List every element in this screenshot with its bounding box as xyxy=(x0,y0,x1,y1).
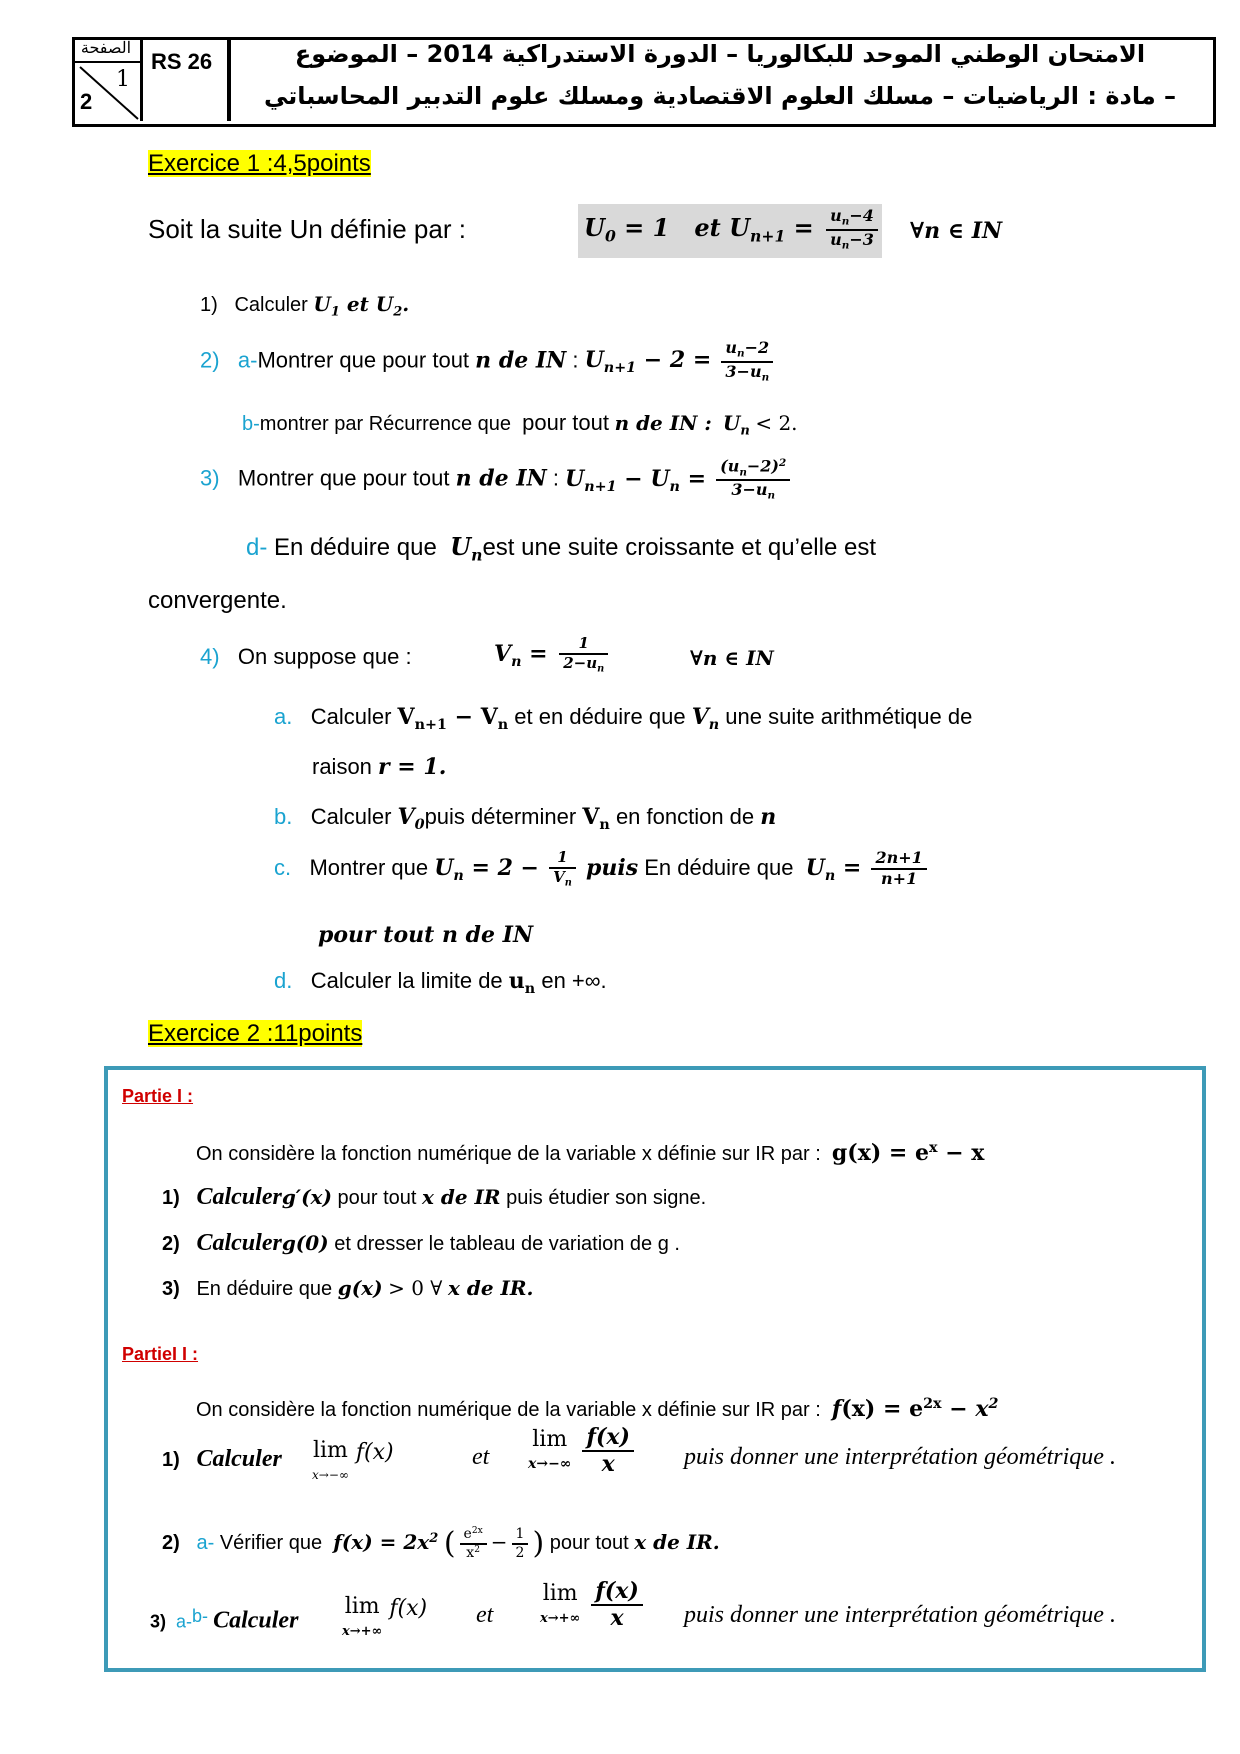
v-definition: $V_n$ = $\frac{1}{2-u_n}$ xyxy=(494,636,612,674)
exercise2-title xyxy=(148,1020,362,1048)
partie2-q1-interpretation: puis donner une interprétation géométrique . xyxy=(684,1444,1116,1470)
header-title-line1: الامتحان الوطني الموحد للبكالوريا – الدورة الاستدراكية 2014 – الموضوع xyxy=(294,40,1146,68)
forall-n-2: ∀n ∈ IN xyxy=(690,646,774,670)
page-current: 1 xyxy=(116,67,130,92)
ex1-q2b: b-montrer par Récurrence que pour tout n de IN : $U_n < 2$. xyxy=(242,410,798,439)
exam-code xyxy=(143,37,231,121)
partie2-q1: 1) Calculer xyxy=(162,1446,282,1472)
ex1-intro: Soit la suite Un définie par : xyxy=(148,214,466,244)
exercise1-title xyxy=(148,150,371,178)
exam-code-text: RS 26 xyxy=(151,49,213,74)
partie2-intro: On considère la fonction numérique de la variable x définie sur IR par : $f(x) = e^{2x} - x^2$ xyxy=(196,1396,999,1422)
partie2-title: PartieI I : xyxy=(122,1344,199,1364)
ex1-q4c: c. Montrer que $U_n = 2$ − $\frac{1}{V_n}$ puis En déduire que $U_n$ = $\frac{2n+1}{n+1}$ xyxy=(274,850,931,888)
exercise1-title-text: Exercice 1 :4,5points xyxy=(148,150,371,177)
limit-f-over-x-plus-inf: lim x→+∞ $\frac{f(x)}{x}$ xyxy=(540,1580,647,1630)
ex1-q4d: d. Calculer la limite de $u_n$ en +∞. xyxy=(274,968,607,997)
header-title-line2: – مادة : الرياضيات – مسلك العلوم الاقتصادية ومسلك علوم التدبير المحاسباتي xyxy=(263,82,1177,110)
partie1-q3: 3) En déduire que g(x) > 0 ∀ x de IR. xyxy=(162,1276,534,1300)
partie2-q3: 3) a-b- Calculer xyxy=(150,1606,299,1634)
partie2-q3-interpretation: puis donner une interprétation géométrique . xyxy=(684,1602,1116,1628)
ex1-q4c-cont: pour tout n de IN xyxy=(318,922,534,948)
page-number-box xyxy=(72,37,143,121)
limit-f-plus-inf: lim x→+∞ f(x) xyxy=(342,1594,428,1639)
ex1-q4: 4) On suppose que : xyxy=(200,644,412,669)
limit-f-over-x-minus-inf: lim x→−∞ $\frac{f(x)}{x}$ xyxy=(528,1426,638,1476)
ex1-q1: 1) Calculer $U_1$ et $U_2$. xyxy=(200,292,410,320)
ex1-q2a: 2) a-Montrer que pour tout n de IN : $U_{n+1} - 2$ = $\frac{u_n-2}{3-u_n}$ xyxy=(200,340,777,383)
exercise2-title-text: Exercice 2 :11points xyxy=(148,1020,363,1047)
ex1-q4a-cont: raison r = 1. xyxy=(312,754,447,780)
ex1-q3d: d- En déduire que $U_nest$ une suite croissante et qu’elle est xyxy=(246,532,876,565)
ex1-q4a: a. Calculer $V_{n+1} - V_n$ et en déduire que $V_n$ une suite arithmétique de xyxy=(274,704,973,733)
limit-f-minus-inf: lim x→−∞ f(x) xyxy=(312,1438,394,1482)
page-label: الصفحة xyxy=(72,37,140,63)
page-total: 2 xyxy=(80,89,93,114)
partie1-q2: 2) Calculerg(0) et dresser le tableau de variation de g . xyxy=(162,1230,680,1256)
partie2-q1-et: et xyxy=(472,1444,490,1470)
partie2-q3-et: et xyxy=(476,1602,494,1628)
partie1-q1: 1) Calculerg′(x) pour tout x de IR puis étudier son signe. xyxy=(162,1184,707,1210)
partie1-title: Partie I : xyxy=(122,1086,194,1106)
partie2-q2: 2) a- Vérifier que $f(x) = 2x^2$ ( $\frac{e^{2x}}{x^2}$ − $\frac{1}{2}$ ) pour tout x de IR. xyxy=(162,1525,720,1561)
ex1-q4b: b. Calculer $V_0puis$ déterminer $V_n$ en fonction de n xyxy=(274,804,777,833)
ex1-q3: 3) Montrer que pour tout n de IN : $U_{n+1} - U_n$ = $\frac{(u_n-2)^2}{3-u_n}$ xyxy=(200,458,794,502)
partie1-intro: On considère la fonction numérique de la variable x définie sur IR par : $g(x) = e^x - x$ xyxy=(196,1140,985,1166)
ex1-q3d-cont: convergente. xyxy=(148,587,287,614)
forall-n: ∀n ∈ IN xyxy=(910,218,1003,244)
sequence-definition-box: $U_0 = 1$ et $U_{n+1}$ = $\frac{u_n-4}{u_n-3}$ xyxy=(578,204,882,258)
